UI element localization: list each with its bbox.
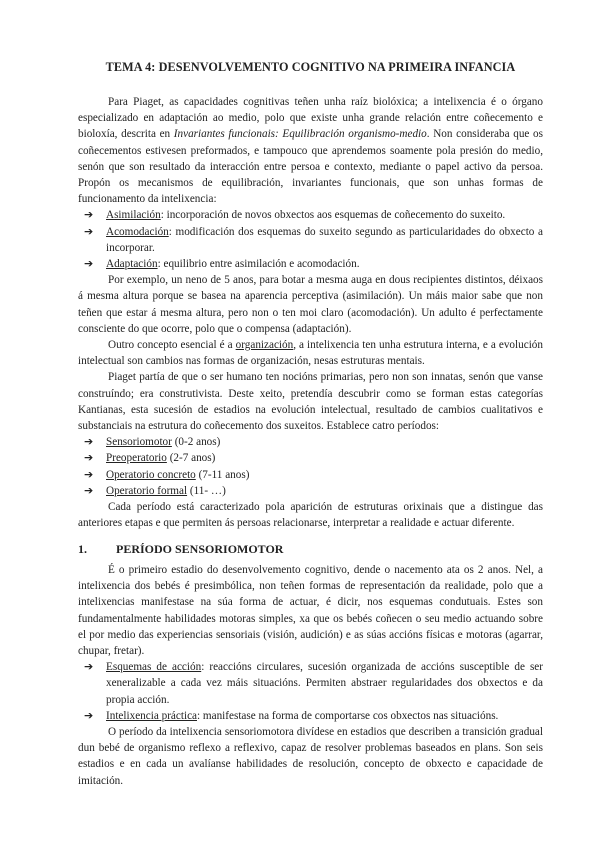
intro-block [78,94,543,531]
stages-outro-paragraph: Cada período está caracterizado pola aparición de estruturas orixinais que a distingue das anteriores etapas e que permiten ás persoas relacionarse, interpretar a realidade e actuar diferente. [78,501,543,530]
intro-paragraph: Para Piaget, as capacidades cognitivas teñen unha raíz biolóxica; a intelixencia é o órgano especializado en adaptación ao medio, polo que existe unha grande relación entre coñecemento e bioloxía, descrita en Invariantes funcionais: Equilibración organismo-medio. Non consideraba que os coñecementos estivesen preformados, e tampouco que aprendemos soamente pola presión do medio, senón que son resultado da interacción entre persoa e contexto, mediante o papel activo da persoa. Propón os mecanismos de equilibración, invariantes funcionais, que son unhas formas de funcionamento da intelixencia: [78,96,543,206]
organization-paragraph: Outro concepto esencial é a organización, a intelixencia ten unha estrutura interna, e a evolución intelectual son cambios nas formas de organización, nesas estruturas mentais. [78,339,543,368]
list-item: ➔ Operatorio formal (11- …) [78,483,543,499]
arrow-bullet-icon: ➔ [84,208,94,222]
section1-paragraph: É o primeiro estadio do desenvolvemento cognitivo, dende o nacemento ata os 2 anos. Nel, a intelixencia dos bebés é presimbólica, non teñen formas de representación da realidade, polo que a intelixencias manifestase na súa forma de actuar, é dicir, nos esquemas condutuais. Estes son fundamentalmente habilidades motoras simples, xa que os bebés coñecen o seu medio actuando sobre el por medio das experiencias sensoriais (visión, audición) e as súas accións físicas e motoras (agarrar, chupar, fretar). [78,564,543,658]
arrow-bullet-icon: ➔ [84,257,94,271]
list-item: ➔ Operatorio concreto (7-11 anos) [78,467,543,483]
section-title: PERÍODO SENSORIOMOTOR [116,542,284,556]
list-item: ➔ Adaptación: equilibrio entre asimilación e acomodación. [78,256,543,272]
book-title: Invariantes funcionais: Equilibración organismo-medio [173,128,427,141]
section1-block [78,562,543,789]
arrow-bullet-icon: ➔ [84,451,94,465]
stages-intro-paragraph: Piaget partía de que o ser humano ten nocións primarias, pero non son innatas, senón que vanse construíndo; era construtivista. Deste xeito, pretendía descubrir como se forman estas categorías Kantianas, esta sucesión de estadios na evolución intelectual, resultado de cambios cualitativos e substanciais na estrutura do coñecemento dos suxeitos. Establece catro períodos: [78,371,543,433]
example-paragraph: Por exemplo, un neno de 5 anos, para botar a mesma auga en dous recipientes distintos, déixaos á mesma altura porque se basea na aparencia perceptiva (asimilación). Un máis maior sabe que non teñen que estar á mesma altura, pero non o ten moi claro (acomodación). Un adulto é perfectamente consciente do que ocorre, polo que o compensa (adaptación). [78,274,543,335]
arrow-bullet-icon: ➔ [84,483,94,497]
arrow-bullet-icon: ➔ [84,660,94,674]
arrow-bullet-icon: ➔ [84,435,94,449]
section-heading [78,541,283,557]
arrow-bullet-icon: ➔ [84,708,94,722]
list-item: ➔ Acomodación: modificación dos esquemas do suxeito segundo as particularidades do obxecto a incorporar. [84,224,543,254]
arrow-bullet-icon: ➔ [84,467,94,481]
list-item: ➔ Preoperatorio (2-7 anos) [78,450,543,466]
arrow-bullet-icon: ➔ [84,224,94,238]
page-title: TEMA 4: DESENVOLVEMENTO COGNITIVO NA PRIMEIRA INFANCIA [105,60,516,74]
list-item: ➔ Asimilación: incorporación de novos obxectos aos esquemas de coñecemento do suxeito. [78,207,543,223]
list-item: ➔ Sensoriomotor (0-2 anos) [78,434,543,450]
section1-paragraph-2: O período da intelixencia sensoriomotora divídese en estadios que describen a transición gradual dun bebé de organismo reflexo a reflexivo, capaz de resolver problemas baseados en plans. Son seis estadios e en cada un avalíanse habilidades de resolución, concepto de obxecto e capacidade de imitación. [78,726,543,787]
list-item: ➔ Esquemas de acción: reaccións circulares, sucesión organizada de accións susceptible de ser xeneralizable a cada vez máis situacións. Permiten abstraer regularidades dos obxectos e da propia acción. [84,660,543,706]
section-number: 1. [78,542,87,556]
list-item: ➔ Intelixencia práctica: manifestase na forma de comportarse cos obxectos nas situacións. [78,708,543,724]
